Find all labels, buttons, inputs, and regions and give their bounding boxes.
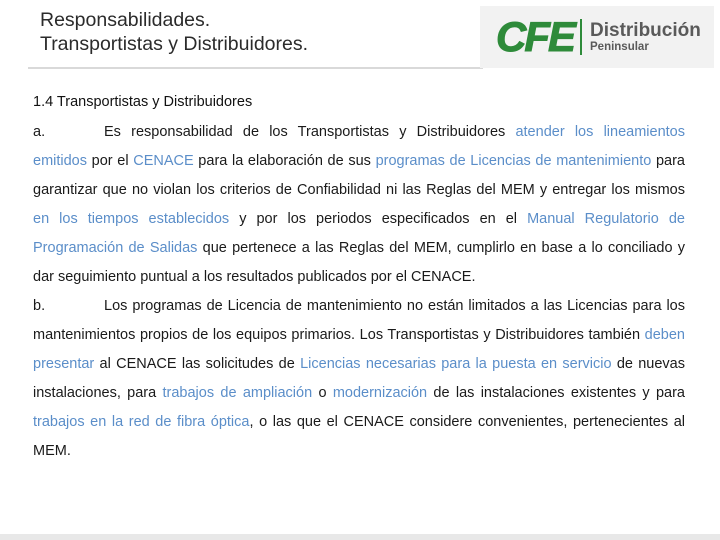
- document-body: [33, 118, 685, 466]
- text-run: de las instalaciones existentes y para: [427, 385, 685, 401]
- header-divider: [28, 67, 483, 69]
- page-title-line-1: Responsabilidades.: [40, 9, 211, 31]
- cfe-logo-separator: [580, 19, 582, 55]
- cfe-logo-text: [590, 21, 701, 54]
- highlighted-phrase: modernización: [332, 385, 428, 401]
- footer-bar: [0, 534, 720, 540]
- text-run: Es responsabilidad de los Transportistas y Distribuidores: [104, 124, 516, 140]
- highlighted-phrase: CENACE: [133, 153, 194, 169]
- section-heading: 1.4 Transportistas y Distribuidores: [33, 94, 253, 110]
- cfe-logo-line-1: Distribución: [590, 19, 701, 41]
- paragraph-a-text: [33, 124, 685, 285]
- highlighted-phrase: atender los lineamientos emitidos: [33, 124, 685, 169]
- highlighted-phrase: trabajos de ampliación: [162, 385, 313, 401]
- paragraph-b: [33, 292, 685, 466]
- paragraph-a: [33, 118, 685, 292]
- cfe-logo-line-2: Peninsular: [590, 40, 649, 53]
- text-run: de nuevas instalaciones, para: [33, 356, 685, 401]
- highlighted-phrase: programas de Licencias de mantenimiento: [375, 153, 652, 169]
- text-run: y por los periodos especificados en el: [229, 211, 528, 227]
- text-run: para garantizar que no violan los criterios de Confiabilidad ni las Reglas del MEM y entregar los mismos: [33, 153, 685, 198]
- highlighted-phrase: en los tiempos establecidos: [33, 211, 230, 227]
- highlighted-phrase: Licencias necesarias para la puesta en servicio: [300, 356, 612, 372]
- text-run: por el: [87, 153, 134, 169]
- item-marker-a: a.: [33, 124, 46, 140]
- page-title-line-2: Transportistas y Distribuidores.: [40, 33, 309, 55]
- highlighted-phrase: Manual Regulatorio de Programación de Salidas: [33, 211, 685, 256]
- text-run: o: [312, 385, 333, 401]
- text-run: que pertenece a las Reglas del MEM, cumplirlo en base a lo conciliado y dar seguimiento puntual a los resultados publicados por el CENACE.: [33, 240, 685, 285]
- text-run: al CENACE las solicitudes de: [94, 356, 301, 372]
- page-title: [40, 8, 470, 56]
- highlighted-phrase: deben presentar: [33, 327, 685, 372]
- paragraph-b-text: [33, 298, 685, 459]
- text-run: Los programas de Licencia de mantenimiento no están limitados a las Licencias para los mantenimientos propios de los equipos primarios. Los Transportistas y Distribuidores también: [33, 298, 685, 343]
- text-run: para la elaboración de sus: [193, 153, 376, 169]
- cfe-logo-brand: CFE: [496, 13, 574, 60]
- text-run: , o las que el CENACE considere convenientes, pertenecientes al MEM.: [33, 414, 685, 459]
- item-marker-b: b.: [33, 298, 46, 314]
- cfe-logo: [480, 6, 714, 68]
- highlighted-phrase: trabajos en la red de fibra óptica: [33, 414, 250, 430]
